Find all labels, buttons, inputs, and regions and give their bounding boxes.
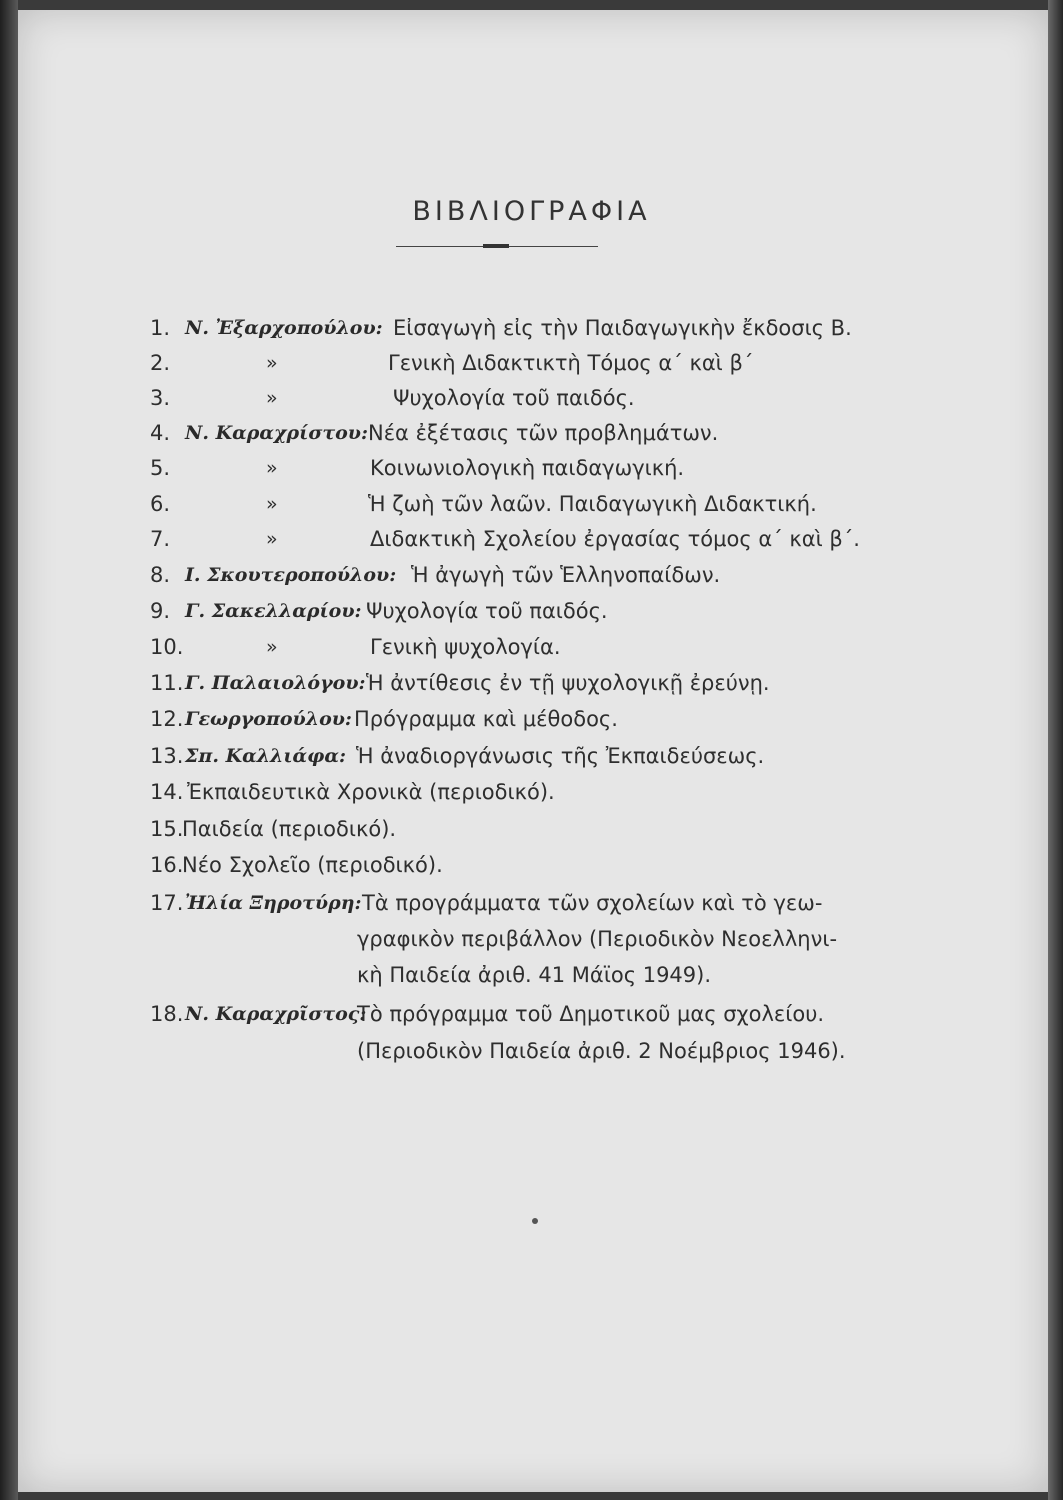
entry-title-continuation: (Περιοδικὸν Παιδεία ἀριθ. 2 Νοέμβριος 1946).: [357, 1039, 846, 1063]
entry-author: Ν. Ἐξαρχοπούλου:: [185, 317, 383, 339]
entry-title: Διδακτικὴ Σχολείου ἐργασίας τόμος α΄ καὶ β΄.: [370, 527, 860, 551]
entry-number: 4.: [150, 421, 171, 445]
entry-title: Εἰσαγωγὴ εἰς τὴν Παιδαγωγικὴν ἔκδοσις Β.: [393, 316, 852, 340]
entry-title: Νέα ἐξέτασις τῶν προβλημάτων.: [368, 421, 719, 445]
entry-number: 5.: [150, 456, 171, 480]
ditto-mark: »: [266, 528, 278, 550]
entry-title: Γενικὴ Διδακτικτὴ Τόμος α΄ καὶ β΄: [388, 351, 754, 375]
entry-number: 3.: [150, 386, 171, 410]
title-underline-mark: [483, 244, 509, 248]
entry-title: Ψυχολογία τοῦ παιδός.: [366, 599, 608, 623]
entry-author: Ἠλία Ξηροτύρη:: [185, 892, 362, 914]
entry-title: Νέο Σχολεῖο (περιοδικό).: [182, 853, 443, 877]
entry-author: Γ. Σακελλαρίου:: [185, 600, 362, 622]
ditto-mark: »: [266, 493, 278, 515]
entry-number: 9.: [150, 599, 171, 623]
entry-title: Ἡ ζωὴ τῶν λαῶν. Παιδαγωγικὴ Διδακτική.: [368, 492, 817, 516]
entry-author: Γ. Παλαιολόγου:: [185, 672, 366, 694]
entry-title: Ψυχολογία τοῦ παιδός.: [393, 386, 635, 410]
entry-title: Ἡ ἀντίθεσις ἐν τῇ ψυχολογικῇ ἐρεύνῃ.: [366, 671, 770, 695]
entry-number: 7.: [150, 527, 171, 551]
entry-number: 15.: [150, 817, 184, 841]
entry-number: 17.: [150, 891, 184, 915]
paper-speck: [532, 1218, 538, 1224]
entry-number: 13.: [150, 744, 184, 768]
entry-number: 14.: [150, 780, 184, 804]
ditto-mark: »: [266, 387, 278, 409]
entry-title: Ἡ ἀγωγὴ τῶν Ἑλληνοπαίδων.: [411, 563, 721, 587]
entry-title: Τὸ πρόγραμμα τοῦ Δημοτικοῦ μας σχολείου.: [357, 1002, 825, 1026]
entry-number: 2.: [150, 351, 171, 375]
entry-number: 6.: [150, 492, 171, 516]
entry-number: 12.: [150, 707, 184, 731]
ditto-mark: »: [266, 636, 278, 658]
page-title: ΒΙΒΛΙΟΓΡΑΦΙΑ: [412, 196, 651, 227]
entry-number: 18.: [150, 1002, 184, 1026]
entry-title: Τὰ προγράμματα τῶν σχολείων καὶ τὸ γεω-: [362, 891, 823, 915]
entry-number: 8.: [150, 563, 171, 587]
entry-title: Γενικὴ ψυχολογία.: [370, 635, 561, 659]
entry-number: 16.: [150, 853, 184, 877]
entry-number: 1.: [150, 316, 171, 340]
entry-author: Γεωργοπούλου:: [185, 708, 352, 730]
entry-title: Κοινωνιολογικὴ παιδαγωγική.: [370, 456, 685, 480]
ditto-mark: »: [266, 352, 278, 374]
ditto-mark: »: [266, 457, 278, 479]
entry-author: Ν. Καραχρίστου:: [185, 422, 368, 444]
entry-number: 11.: [150, 671, 184, 695]
entry-number: 10.: [150, 635, 184, 659]
entry-title-continuation: γραφικὸν περιβάλλον (Περιοδικὸν Νεοελληνι-: [357, 927, 838, 951]
entry-title: Πρόγραμμα καὶ μέθοδος.: [354, 707, 618, 731]
entry-title: Ἡ ἀναδιοργάνωσις τῆς Ἐκπαιδεύσεως.: [356, 744, 765, 768]
entry-title-continuation: κὴ Παιδεία ἀριθ. 41 Μάϊος 1949).: [357, 963, 712, 987]
entry-author: Ι. Σκουτεροπούλου:: [185, 564, 397, 586]
entry-title: Ἐκπαιδευτικὰ Χρονικὰ (περιοδικό).: [187, 780, 555, 804]
entry-author: Σπ. Καλλιάφα:: [185, 745, 346, 767]
entry-title: Παιδεία (περιοδικό).: [182, 817, 397, 841]
entry-author: Ν. Καραχρῖστος:: [185, 1003, 367, 1025]
